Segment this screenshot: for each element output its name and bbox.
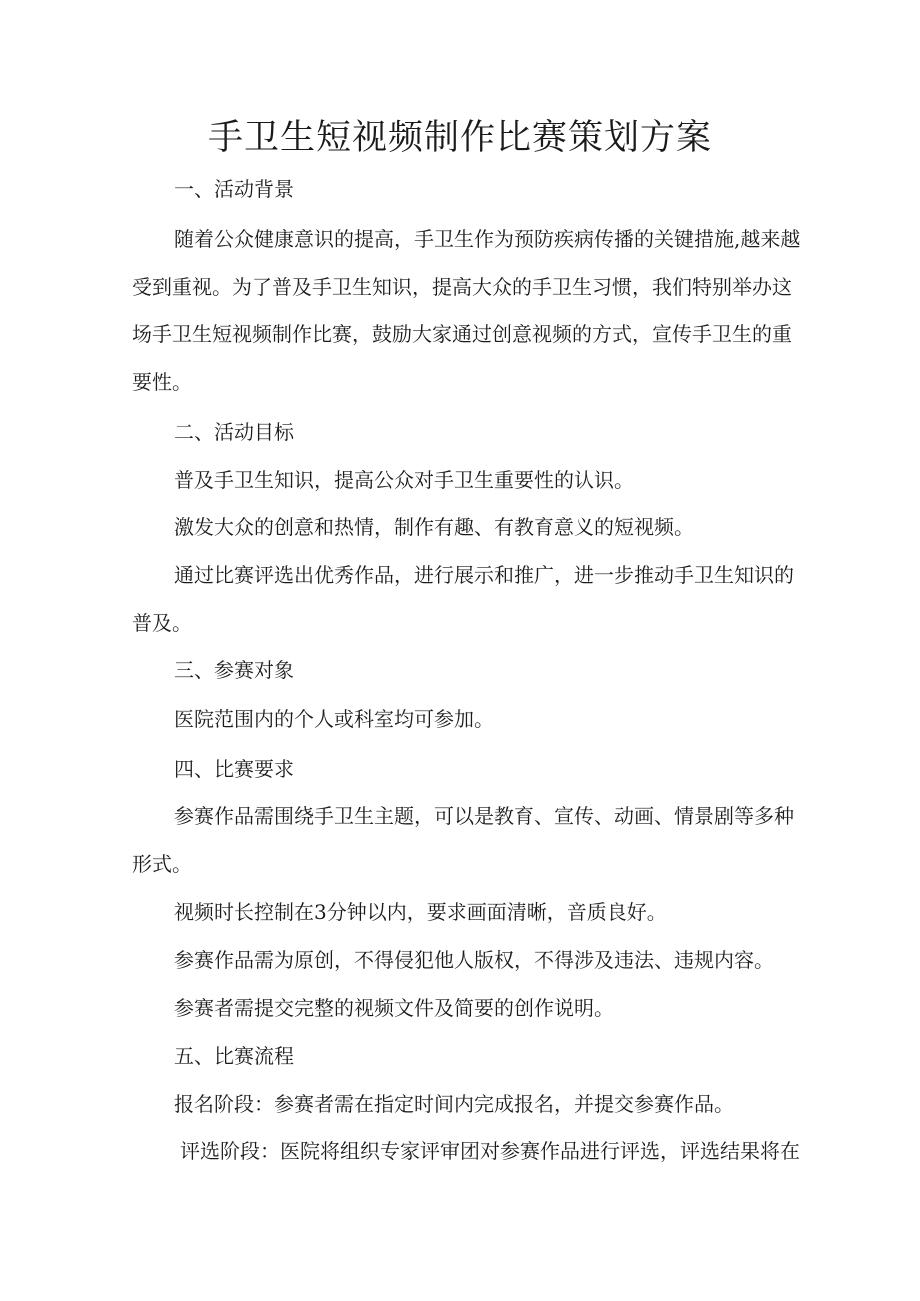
paragraph-line: 评选阶段：医院将组织专家评审团对参赛作品进行评选，评选结果将在 [180, 1139, 800, 1163]
paragraph-line: 形式。 [132, 852, 192, 876]
paragraph-line: 受到重视。为了普及手卫生知识，提高大众的手卫生习惯，我们特别举办这 [132, 275, 792, 299]
paragraph-line: 报名阶段：参赛者需在指定时间内完成报名，并提交参赛作品。 [174, 1092, 734, 1116]
document-title: 手卫生短视频制作比赛策划方案 [207, 118, 712, 158]
paragraph-line: 随着公众健康意识的提高，手卫生作为预防疾病传播的关键措施,越来越 [174, 227, 801, 251]
section-heading-requirements: 四、比赛要求 [174, 757, 294, 781]
paragraph-line: 普及手卫生知识，提高公众对手卫生重要性的认识。 [174, 468, 634, 492]
paragraph-line: 普及。 [132, 611, 192, 635]
paragraph-line: 参赛作品需围绕手卫生主题，可以是教育、宣传、动画、情景剧等多种 [174, 804, 794, 828]
paragraph-line: 场手卫生短视频制作比赛，鼓励大家通过创意视频的方式，宣传手卫生的重 [132, 322, 792, 346]
paragraph-line: 激发大众的创意和热情，制作有趣、有教育意义的短视频。 [174, 515, 694, 539]
paragraph-line: 参赛者需提交完整的视频文件及简要的创作说明。 [174, 996, 614, 1020]
section-heading-goals: 二、活动目标 [174, 420, 294, 444]
paragraph-line: 医院范围内的个人或科室均可参加。 [174, 707, 494, 731]
paragraph-line: 参赛作品需为原创，不得侵犯他人版权，不得涉及违法、违规内容。 [174, 948, 774, 972]
section-heading-background: 一、活动背景 [174, 177, 294, 201]
section-heading-process: 五、比赛流程 [174, 1044, 294, 1068]
paragraph-line: 通过比赛评选出优秀作品，进行展示和推广，进一步推动手卫生知识的 [174, 563, 794, 587]
section-heading-participants: 三、参赛对象 [174, 658, 294, 682]
paragraph-line: 视频时长控制在3分钟以内，要求画面清晰，音质良好。 [174, 900, 667, 924]
paragraph-line: 要性。 [132, 370, 192, 394]
